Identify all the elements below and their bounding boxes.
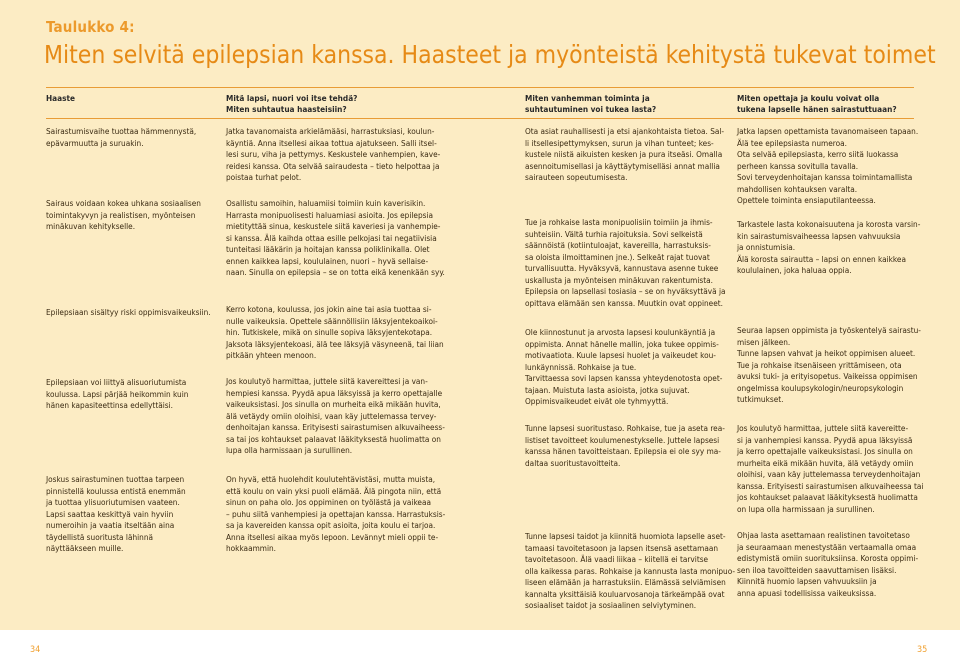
- row5-parent: [525, 531, 735, 612]
- text-line: si kanssa. Älä kaihda ottaa esille pelkojasi tai negatiivisia: [226, 232, 437, 243]
- page-number-right: 35: [917, 645, 928, 655]
- text-line: tajaan. Muistuta lasta asioista, jotka sujuvat.: [525, 384, 690, 395]
- text-line: Tue ja rohkaise itsenäiseen yrittämiseen, ota: [737, 359, 902, 370]
- text-line: ja tuottaa ylisuoriutumisen vaateen.: [46, 497, 180, 508]
- text-line: misen jälkeen.: [737, 336, 791, 347]
- text-line: Älä tee epilepsiasta numeroa.: [737, 137, 847, 148]
- column-header-teacher: [737, 93, 917, 115]
- text-line: On hyvä, että huolehdit koulutehtävistäsi, mutta muista,: [226, 474, 436, 484]
- column-header-parent: [525, 93, 735, 115]
- column-header-line: Mitä lapsi, nuori voi itse tehdä?: [226, 93, 358, 103]
- header-divider-bottom: [46, 118, 914, 119]
- text-line: oloihisi, vaan käy juttelemassa terveydenhoitajan: [737, 469, 921, 480]
- text-line: mietityttää sinua, keskustele siitä kaveriesi ja vanhempie-: [226, 221, 441, 232]
- text-line: opittava elämään sen kanssa. Muutkin ovat oppineet.: [525, 297, 723, 308]
- text-line: naan. Sinulla on epilepsia – se on totta eikä kenenkään syy.: [226, 267, 445, 278]
- text-line: lesi suru, viha ja pettymys. Keskustele vanhempien, kave-: [226, 149, 441, 160]
- text-line: kanssa. Erityisesti sairastumisen alkuvaiheessa tai: [737, 480, 924, 491]
- text-line: kustele niistä aikuisten kesken ja pura itseäsi. Omalla: [525, 149, 723, 160]
- row1-challenge: [46, 126, 216, 149]
- column-header-challenge: [46, 93, 216, 104]
- column-header-line: Miten suhtautua haasteisiin?: [226, 104, 347, 114]
- text-line: sosiaaliset taidot ja sosiaalinen selviytyminen.: [525, 600, 697, 611]
- text-line: numeroihin ja vaatia itseltään aina: [46, 520, 175, 531]
- text-line: älä vetäydy omiin oloihisi, vaan käy juttelemassa tervey-: [226, 410, 437, 421]
- text-line: Tunne lapsesi suoritustaso. Rohkaise, tue ja aseta rea-: [525, 423, 725, 433]
- text-line: – puhu siitä vanhempiesi ja opettajan kanssa. Harrastuksis-: [226, 508, 446, 519]
- row4-child: [226, 376, 445, 457]
- text-line: hokkaammin.: [226, 543, 276, 554]
- text-line: sa ja kavereiden kanssa opit asioita, joita koulu ei tarjoa.: [226, 520, 436, 531]
- row4-parent: [525, 423, 735, 469]
- text-line: ongelmissa koulupsykologin/neuropsykologin: [737, 382, 904, 393]
- text-line: toimintakyvyn ja realistisen, myönteisen: [46, 209, 196, 220]
- text-line: Ole kiinnostunut ja arvosta lapsesi koulunkäyntiä ja: [525, 327, 716, 337]
- text-line: kannalta yksittäisiä kouluarvosanoja tärkeämpää ovat: [525, 588, 725, 599]
- page-number-left: 34: [30, 645, 41, 655]
- text-line: kanssa hänen tavoitteistaan. Epilepsia ei ole syy ma-: [525, 446, 721, 457]
- text-line: Seuraa lapsen oppimista ja työskentelyä sairastu-: [737, 325, 921, 335]
- text-line: asennoitumisellasi ja käyttäytymiselläsi annat mallia: [525, 160, 720, 171]
- text-line: perheen kanssa sovitulla tavalla.: [737, 160, 859, 171]
- row3-child: [226, 304, 444, 362]
- text-line: jos kohtaukset palaavat lääkityksestä huolimatta: [737, 492, 918, 503]
- text-line: Ota selvää epilepsiasta, kerro siitä luokassa: [737, 149, 899, 160]
- row5-teacher: [737, 530, 917, 599]
- text-line: daltaa suoritustavoitteita.: [525, 457, 621, 468]
- text-line: ja seuraamaan menestystään vertaamalla omaa: [737, 541, 917, 552]
- text-line: liseen elämään ja harrastuksiin. Elämässä selviämisen: [525, 577, 726, 588]
- text-line: koululainen, joka haluaa oppia.: [737, 265, 852, 276]
- text-line: lupa olla harmissaan ja surullinen.: [226, 445, 353, 456]
- row2-challenge: [46, 198, 216, 233]
- text-line: Tunne lapsesi taidot ja kiinnitä huomiota lapselle aset-: [525, 531, 726, 541]
- column-header-line: suhtautuminen voi tukea lasta?: [525, 104, 657, 114]
- text-line: Ota asiat rauhallisesti ja etsi ajankohtaista tietoa. Sal-: [525, 126, 725, 136]
- text-line: Harrasta monipuolisesti haluamiasi asioita. Jos epilepsia: [226, 209, 434, 220]
- column-header-line: Miten vanhemman toiminta ja: [525, 93, 650, 103]
- text-line: sinun on paha olo. Jos oppiminen on työlästä ja vaikeaa: [226, 497, 431, 508]
- text-line: sairauteen sopeutumisesta.: [525, 172, 628, 183]
- text-line: Osallistu samoihin, haluamiisi toimiin kuin kaverisikin.: [226, 198, 426, 208]
- text-line: epävarmuutta ja suruakin.: [46, 137, 144, 148]
- text-line: ennen kaikkea lapsi, koululainen, nuori – hyvä sellaise-: [226, 255, 429, 266]
- text-line: pitkään yhteen menoon.: [226, 350, 317, 361]
- text-line: Joskus sairastuminen tuottaa tarpeen: [46, 474, 185, 484]
- text-line: näyttääkseen muille.: [46, 543, 124, 554]
- text-line: hänen kapasiteettinsa edellyttäisi.: [46, 400, 173, 411]
- row1-child: [226, 126, 441, 184]
- page-title: Miten selvitä epilepsian kanssa. Haasteet ja myönteistä kehitystä tukevat toimet: [44, 40, 936, 69]
- text-line: kin sairastumisvaiheessa lapsen vahvuuksia: [737, 230, 901, 241]
- text-line: nulle vaikeuksia. Opettele säännöllisiin läksyjentekoaikoi-: [226, 315, 438, 326]
- text-line: Sovi terveydenhoitajan kanssa toimintamallista: [737, 172, 913, 183]
- text-line: että koulu on vain yksi puoli elämää. Älä pingota niin, että: [226, 485, 442, 496]
- text-line: tutkimukset.: [737, 394, 784, 405]
- text-line: ja kerro opettajalle vaikeuksistasi. Jos sinulla on: [737, 446, 913, 457]
- column-header-line: Haaste: [46, 93, 76, 103]
- text-line: vaikeuksistasi. Jos sinulla on murheita eikä mikään huvita,: [226, 399, 441, 410]
- text-line: tavoitetasoon. Älä vaadi liikaa – kiitellä ei tarvitse: [525, 554, 709, 565]
- text-line: edistymistä omiin suorituksiinsa. Korosta oppimi-: [737, 553, 919, 564]
- text-line: Kerro kotona, koulussa, jos jokin aine tai asia tuottaa si-: [226, 304, 432, 314]
- text-line: sa oloista ilmoittaminen jne.). Selkeät rajat tuovat: [525, 251, 710, 262]
- text-line: hin. Tutkiskele, mikä on sinulle sopiva läksyjentekotapa.: [226, 327, 433, 338]
- text-line: Tue ja rohkaise lasta monipuolisiin toimiin ja ihmis-: [525, 217, 713, 227]
- text-line: tunteitasi lääkärin ja hoitajan kanssa poliklinikalla. Olet: [226, 244, 430, 255]
- text-line: Jos koulutyö harmittaa, juttele siitä kavereittesi ja van-: [226, 376, 428, 386]
- text-line: poistaa turhat pelot.: [226, 172, 302, 183]
- row3-teacher: [737, 325, 921, 406]
- text-line: denhoitajan kanssa. Erityisesti sairastumisen alkuvaiheess-: [226, 422, 445, 433]
- column-header-child: [226, 93, 436, 115]
- row2-parent: [525, 217, 735, 309]
- text-line: tamaasi tavoitetasoon ja lapsen itsensä asettamaan: [525, 542, 719, 553]
- row2-teacher: [737, 219, 921, 277]
- text-line: avuksi tuki- ja erityisopetus. Vaikeissa oppimisen: [737, 371, 918, 382]
- text-line: Sairastumisvaihe tuottaa hämmennystä,: [46, 126, 197, 136]
- text-line: Ohjaa lasta asettamaan realistinen tavoitetaso: [737, 530, 910, 540]
- row4-teacher: [737, 423, 924, 515]
- text-line: sen iloa tavoitteiden saavuttamisen lisäksi.: [737, 564, 897, 575]
- row2-child: [226, 198, 445, 279]
- text-line: Jaksota läksyjentekoasi, älä tee läksyjä väsyneenä, tai liian: [226, 338, 444, 349]
- text-line: käyntiä. Anna itsellesi aikaa tottua ajatukseen. Salli itsel-: [226, 137, 437, 148]
- text-line: koulussa. Lapsi pärjää heikommin kuin: [46, 388, 189, 399]
- text-line: täydellistä suoritusta lähinnä: [46, 531, 154, 542]
- text-line: on lupa olla harmissaan ja surullinen.: [737, 503, 875, 514]
- text-line: sa tai jos kohtaukset palaavat lääkityksestä huolimatta on: [226, 433, 441, 444]
- text-line: mahdollisen kohtauksen varalta.: [737, 183, 858, 194]
- text-line: Lapsi saattaa keskittyä vain hyviin: [46, 508, 174, 519]
- row5-challenge: [46, 474, 216, 555]
- row5-child: [226, 474, 446, 555]
- text-line: Jatka lapsen opettamista tavanomaiseen tapaan.: [737, 126, 919, 136]
- text-line: hempiesi kanssa. Pyydä apua läksyissä ja kerro opettajalle: [226, 387, 443, 398]
- text-line: listiset tavoitteet koulumenestykselle. Juttele lapsesi: [525, 434, 720, 445]
- text-line: suhteisiin. Vältä turhia rajoituksia. Sovi selkeistä: [525, 228, 703, 239]
- row3-challenge: [46, 307, 216, 319]
- table-label: Taulukko 4:: [46, 18, 135, 36]
- text-line: Jatka tavanomaista arkielämääsi, harrastuksiasi, koulun-: [226, 126, 435, 136]
- text-line: säännöistä (kotiintuloajat, kavereilla, harrastuksis-: [525, 240, 711, 251]
- text-line: olla kaikessa paras. Rohkaise ja kannusta lasta monipuo-: [525, 565, 736, 576]
- text-line: Anna itsellesi aikaa myös lepoon. Levännyt mieli oppii te-: [226, 531, 439, 542]
- text-line: minäkuvan kehitykselle.: [46, 221, 136, 232]
- text-line: pinnistellä koulussa entistä enemmän: [46, 485, 186, 496]
- text-line: Jos koulutyö harmittaa, juttele siitä kavereitte-: [737, 423, 909, 433]
- row3-parent: [525, 327, 735, 408]
- text-line: reidesi kanssa. Ota selvää sairaudesta – tieto helpottaa ja: [226, 160, 440, 171]
- text-line: Kiinnitä huomio lapsen vahvuuksiin ja: [737, 576, 877, 587]
- text-line: Tarvittaessa sovi lapsen kanssa yhteydenotosta opet-: [525, 373, 723, 384]
- row4-challenge: [46, 377, 216, 412]
- text-line: li itsellesipettymyksen, surun ja vihan tunteet; kes-: [525, 137, 714, 148]
- row1-teacher: [737, 126, 917, 207]
- text-line: Epilepsiaan voi liittyä alisuoriutumista: [46, 377, 187, 387]
- text-line: anna apuasi todellisissa vaikeuksissa.: [737, 587, 877, 598]
- text-line: uskallusta ja myönteisen minäkuvan rakentumista.: [525, 274, 713, 285]
- text-line: Tunne lapsen vahvat ja heikot oppimisen alueet.: [737, 348, 916, 359]
- text-line: Sairaus voidaan kokea uhkana sosiaalisen: [46, 198, 201, 208]
- text-line: motivaatiota. Kuule lapsesi huolet ja vaikeudet kou-: [525, 350, 716, 361]
- header-divider-top: [46, 87, 914, 88]
- text-line: Epilepsiaan sisältyy riski oppimisvaikeuksiin.: [46, 307, 211, 317]
- text-line: si ja vanhempiesi kanssa. Pyydä apua läksyissä: [737, 434, 913, 445]
- text-line: ja onnistumisia.: [737, 242, 796, 253]
- text-line: Oppimisvaikeudet eivät ole tyhmyyttä.: [525, 396, 669, 407]
- text-line: Älä korosta sairautta – lapsi on ennen kaikkea: [737, 253, 906, 264]
- text-line: lunkäynnissä. Rohkaise ja tue.: [525, 361, 637, 372]
- text-line: Opettele toiminta ensiaputilanteessa.: [737, 195, 876, 206]
- column-header-line: tukena lapselle hänen sairastuttuaan?: [737, 104, 897, 114]
- text-line: oppimista. Annat hänelle mallin, joka tukee oppimis-: [525, 338, 719, 349]
- column-header-line: Miten opettaja ja koulu voivat olla: [737, 93, 880, 103]
- text-line: turvallisuutta. Hyväksyvä, kannustava asenne tukee: [525, 263, 719, 274]
- text-line: murheita eikä mikään huvita, älä vetäydy omiin: [737, 457, 914, 468]
- text-line: Tarkastele lasta kokonaisuutena ja korosta varsin-: [737, 219, 921, 229]
- row1-parent: [525, 126, 735, 184]
- text-line: Epilepsia on lapsellasi tosiasia – se on hyväksyttävä ja: [525, 286, 726, 297]
